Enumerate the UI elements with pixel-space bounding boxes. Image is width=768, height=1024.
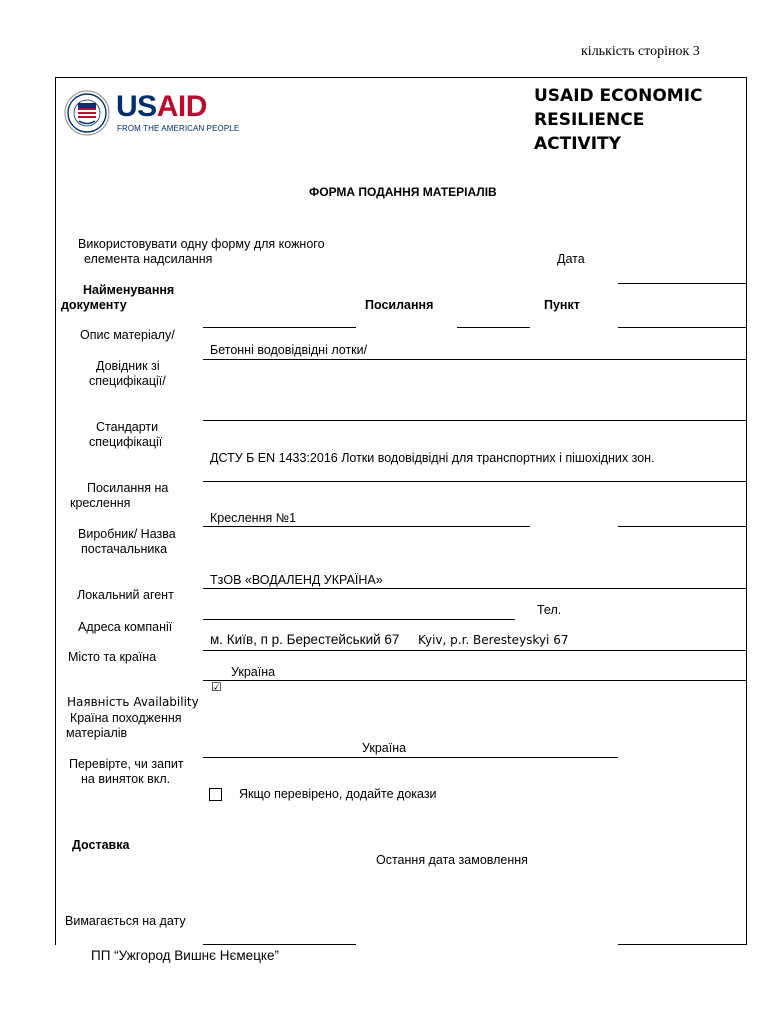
city-country-line (203, 680, 746, 681)
company-address-label: Адреса компанії (78, 620, 173, 634)
date-label: Дата (557, 252, 585, 266)
availability-check-icon[interactable]: ☑ (211, 680, 222, 694)
city-country-label: Місто та країна (68, 650, 157, 664)
origin-field (203, 757, 618, 758)
page-count: кількість сторінок 3 (581, 44, 700, 59)
footer-company: ПП “Ужгород Вишнє Нємецке” (91, 948, 279, 963)
local-agent-label: Локальний агент (77, 588, 174, 602)
origin-value[interactable]: Україна (362, 741, 407, 755)
reference-field[interactable] (457, 327, 530, 328)
local-agent-value[interactable]: ТзОВ «ВОДАЛЕНД УКРАЇНА» (210, 573, 383, 587)
drawing-value[interactable]: Креслення №1 (210, 511, 297, 525)
material-desc-line (203, 359, 746, 360)
activity-title-line3: ACTIVITY (534, 134, 621, 154)
manufacturer-line (203, 588, 746, 589)
form-border-right (746, 77, 747, 945)
local-agent-field[interactable] (203, 619, 515, 620)
origin-label-1: Країна походження (70, 711, 182, 725)
exception-note: Якщо перевірено, додайте докази (239, 787, 437, 801)
spec-ref-field[interactable] (203, 420, 746, 421)
form-border-top (55, 77, 747, 78)
exception-label-1: Перевірте, чи запит (69, 757, 184, 771)
usaid-wordmark-aid: AID (156, 90, 207, 123)
activity-title (534, 84, 703, 156)
item-label: Пункт (544, 298, 580, 312)
form-title: ФОРМА ПОДАННЯ МАТЕРІАЛІВ (309, 185, 497, 199)
drawing-field (203, 526, 530, 527)
material-desc-value[interactable]: Бетонні водовідвідні лотки/ (210, 343, 368, 357)
spec-std-label-1: Стандарти (96, 420, 159, 434)
manufacturer-label-1: Виробник/ Назва (78, 527, 176, 541)
doc-name-label-1: Найменування (83, 283, 175, 297)
last-order-date-label: Остання дата замовлення (376, 853, 528, 867)
activity-title-line1: USAID ECONOMIC (534, 86, 703, 106)
reference-label: Посилання (365, 298, 434, 312)
drawing-extra-field[interactable] (618, 526, 746, 527)
instructions-line2: елемента надсилання (84, 252, 213, 266)
doc-name-field[interactable] (203, 327, 356, 328)
doc-name-label-2: документу (61, 298, 127, 312)
material-desc-label: Опис матеріалу/ (80, 328, 175, 342)
spec-std-value[interactable]: ДСТУ Б EN 1433:2016 Лотки водовідвідні для транспортних і пішохідних зон. (210, 451, 655, 465)
last-order-date-field[interactable] (618, 944, 746, 945)
spec-std-label-2: специфікації (89, 435, 163, 449)
delivery-label: Доставка (72, 838, 130, 852)
exception-checkbox[interactable] (209, 788, 222, 801)
usaid-wordmark-us: US (116, 90, 157, 123)
exception-label-2: на виняток вкл. (81, 772, 171, 786)
drawing-ref-label-2: креслення (70, 496, 131, 510)
manufacturer-label-2: постачальника (81, 542, 168, 556)
drawing-ref-label-1: Посилання на (87, 481, 169, 495)
form-border-left (55, 77, 56, 945)
spec-std-line (203, 481, 746, 482)
date-field[interactable] (618, 283, 746, 284)
usaid-seal-icon (64, 90, 110, 136)
usaid-wordmark (116, 92, 207, 122)
address-value-ua[interactable]: м. Київ, п р. Берестейський 67 (210, 632, 400, 647)
required-date-field[interactable] (203, 944, 356, 945)
address-value-en[interactable]: Kyiv, p.r. Beresteyskyi 67 (418, 633, 569, 647)
country-value[interactable]: Україна (231, 665, 276, 679)
availability-label: Наявність Availability (67, 695, 199, 709)
spec-ref-label-1: Довідник зі (96, 359, 160, 373)
instructions-line1: Використовувати одну форму для кожного (78, 237, 325, 251)
phone-label: Тел. (537, 603, 562, 617)
item-field[interactable] (618, 327, 746, 328)
required-date-label: Вимагається на дату (65, 914, 186, 928)
address-line (203, 650, 746, 651)
spec-ref-label-2: специфікації/ (89, 374, 166, 388)
activity-title-line2: RESILIENCE (534, 110, 645, 130)
origin-label-2: матеріалів (66, 726, 128, 740)
usaid-tagline: FROM THE AMERICAN PEOPLE (117, 124, 240, 133)
